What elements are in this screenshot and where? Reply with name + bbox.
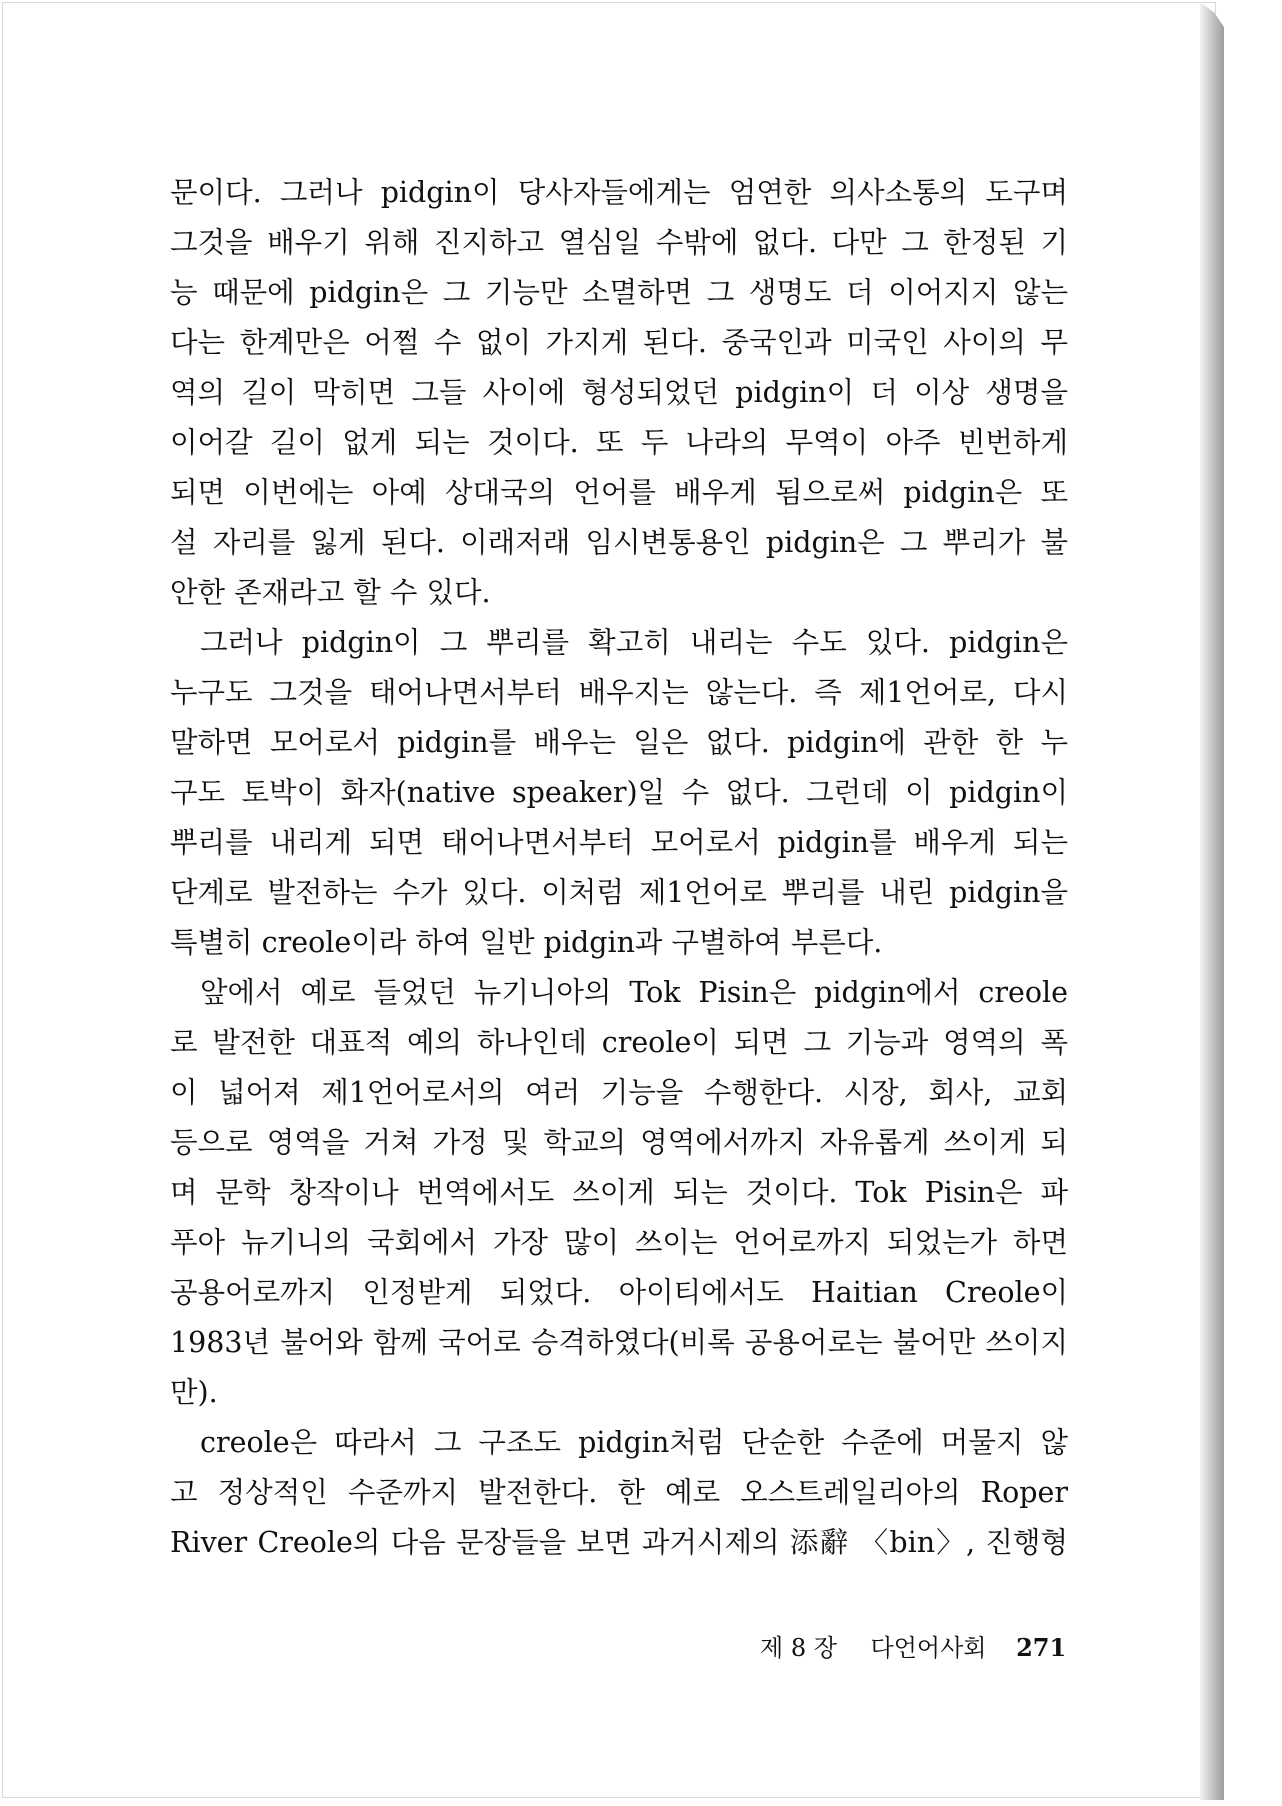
text-line: 이어갈 길이 없게 되는 것이다. 또 두 나라의 무역이 아주 빈번하게 bbox=[170, 426, 1068, 459]
running-footer bbox=[760, 1628, 1070, 1663]
text-line: 특별히 creole이라 하여 일반 pidgin과 구별하여 부른다. bbox=[170, 926, 883, 959]
text-line: 다는 한계만은 어쩔 수 없이 가지게 된다. 중국인과 미국인 사이의 무 bbox=[170, 326, 1068, 359]
text-line: 1983년 불어와 함께 국어로 승격하였다(비록 공용어로는 불어만 쓰이지 bbox=[170, 1326, 1068, 1359]
text-line: 이 넓어져 제1언어로서의 여러 기능을 수행한다. 시장, 회사, 교회 bbox=[170, 1076, 1068, 1109]
text-line: River Creole의 다음 문장들을 보면 과거시제의 添辭 〈bin〉, 진행형 bbox=[170, 1526, 1068, 1559]
text-line: 안한 존재라고 할 수 있다. bbox=[170, 576, 491, 609]
text-line: 문이다. 그러나 pidgin이 당사자들에게는 엄연한 의사소통의 도구며 bbox=[170, 176, 1068, 209]
text-line: 되면 이번에는 아예 상대국의 언어를 배우게 됨으로써 pidgin은 또 bbox=[170, 476, 1068, 509]
chapter-title: 다언어사회 bbox=[870, 1634, 987, 1662]
page-number: 271 bbox=[1016, 1633, 1067, 1662]
text-line: 고 정상적인 수준까지 발전한다. 한 예로 오스트레일리아의 Roper bbox=[170, 1476, 1068, 1509]
text-line: 역의 길이 막히면 그들 사이에 형성되었던 pidgin이 더 이상 생명을 bbox=[170, 376, 1068, 409]
text-line: 그것을 배우기 위해 진지하고 열심일 수밖에 없다. 다만 그 한정된 기 bbox=[170, 226, 1068, 259]
paragraph bbox=[170, 1418, 1068, 1568]
text-line: 뿌리를 내리게 되면 태어나면서부터 모어로서 pidgin를 배우게 되는 bbox=[170, 826, 1068, 859]
text-line: 만). bbox=[170, 1376, 218, 1409]
text-line: 단계로 발전하는 수가 있다. 이처럼 제1언어로 뿌리를 내린 pidgin을 bbox=[170, 876, 1068, 909]
paragraph bbox=[170, 618, 1068, 968]
text-line: 로 발전한 대표적 예의 하나인데 creole이 되면 그 기능과 영역의 폭 bbox=[170, 1026, 1068, 1059]
paragraph bbox=[170, 968, 1068, 1418]
text-line: 설 자리를 잃게 된다. 이래저래 임시변통용인 pidgin은 그 뿌리가 불 bbox=[170, 526, 1068, 559]
page-edge bbox=[1200, 2, 1224, 1800]
text-line: 말하면 모어로서 pidgin를 배우는 일은 없다. pidgin에 관한 한 누 bbox=[170, 726, 1068, 759]
text-line: 그러나 pidgin이 그 뿌리를 확고히 내리는 수도 있다. pidgin은 bbox=[200, 626, 1068, 659]
text-line: 며 문학 창작이나 번역에서도 쓰이게 되는 것이다. Tok Pisin은 파 bbox=[170, 1176, 1068, 1209]
text-line: 등으로 영역을 거쳐 가정 및 학교의 영역에서까지 자유롭게 쓰이게 되 bbox=[170, 1126, 1068, 1159]
text-line: creole은 따라서 그 구조도 pidgin처럼 단순한 수준에 머물지 않 bbox=[200, 1426, 1068, 1459]
text-line: 구도 토박이 화자(native speaker)일 수 없다. 그런데 이 pidgin이 bbox=[170, 776, 1068, 809]
chapter-number: 제 8 장 bbox=[760, 1634, 837, 1662]
text-line: 푸아 뉴기니의 국회에서 가장 많이 쓰이는 언어로까지 되었는가 하면 bbox=[170, 1226, 1068, 1259]
text-line: 누구도 그것을 태어나면서부터 배우지는 않는다. 즉 제1언어로, 다시 bbox=[170, 676, 1068, 709]
text-line: 공용어로까지 인정받게 되었다. 아이티에서도 Haitian Creole이 bbox=[170, 1276, 1068, 1309]
paragraph bbox=[170, 168, 1068, 618]
body-text bbox=[170, 168, 1068, 1568]
text-line: 앞에서 예로 들었던 뉴기니아의 Tok Pisin은 pidgin에서 creole bbox=[200, 976, 1068, 1009]
text-line: 능 때문에 pidgin은 그 기능만 소멸하면 그 생명도 더 이어지지 않는 bbox=[170, 276, 1068, 309]
